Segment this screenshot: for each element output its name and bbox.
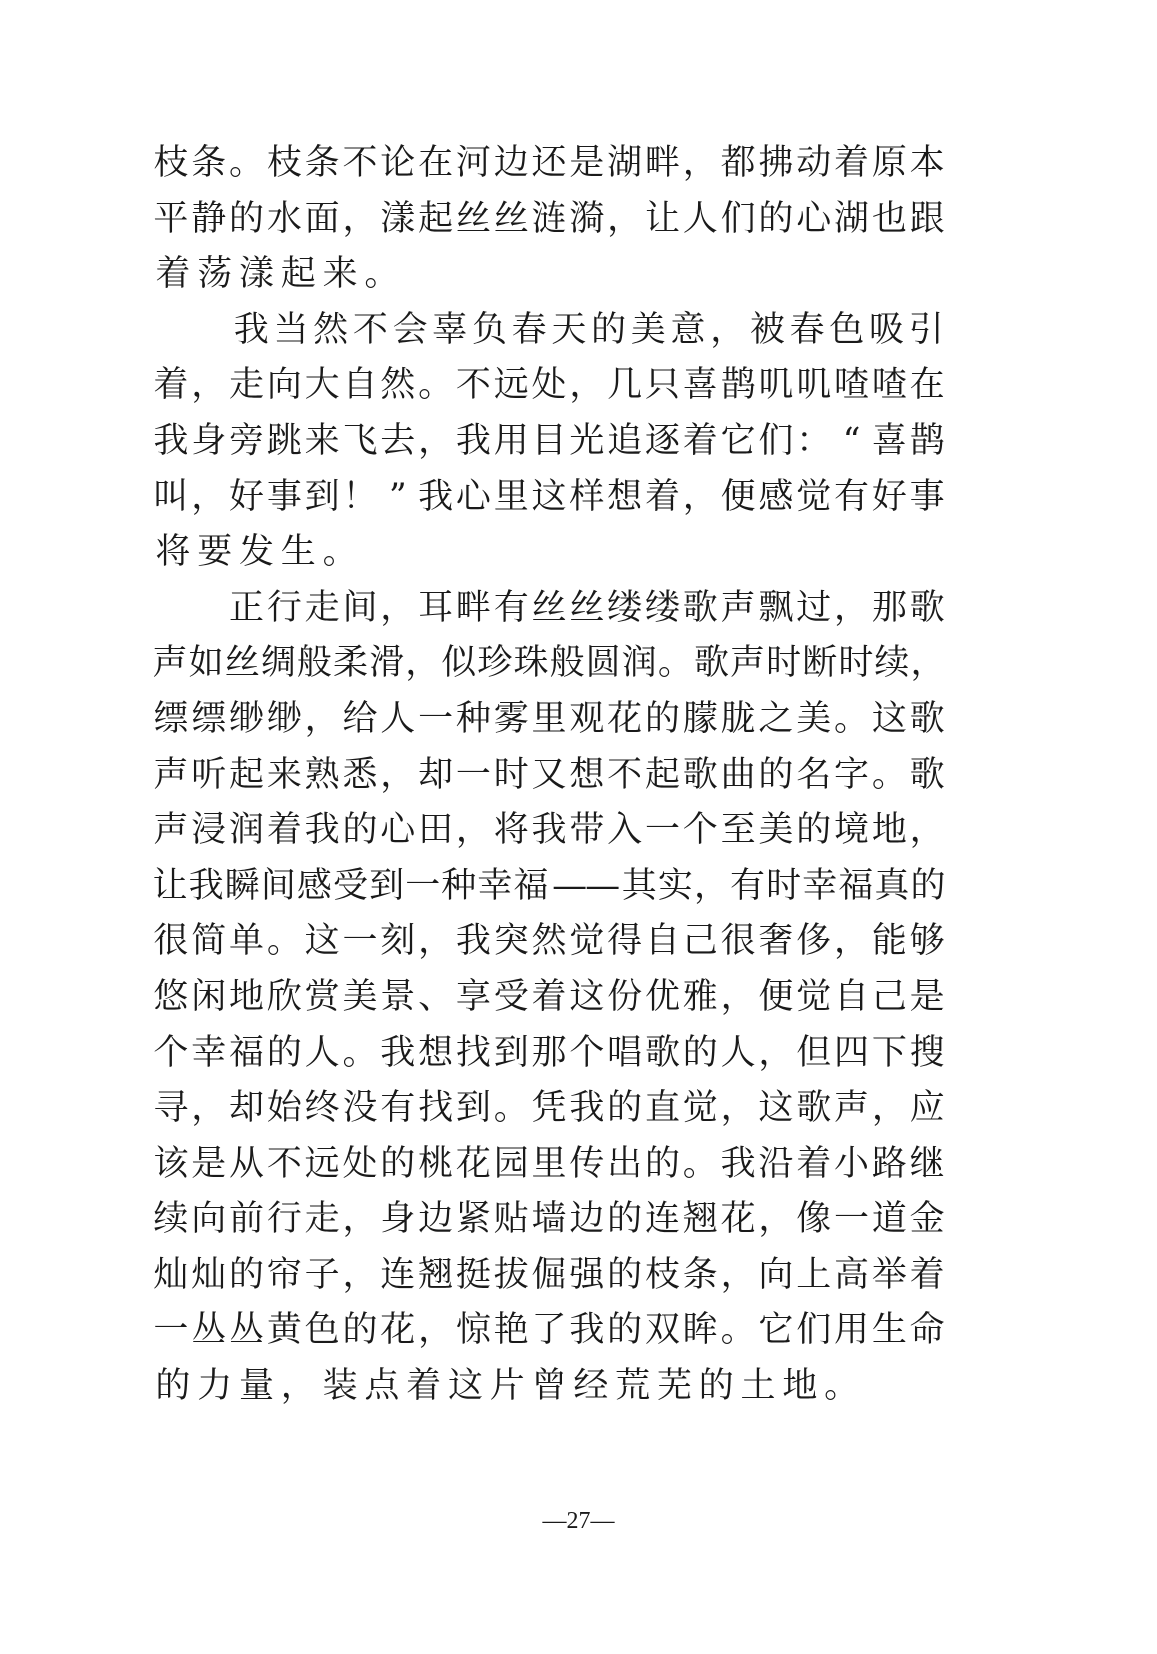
- text-line: 个 幸 福 的 人 。 我 想 找 到 那 个 唱 歌 的 人 ， 但 四 下 搜: [153, 1032, 945, 1073]
- text-line: 很 简 单 。 这 一 刻 ， 我 突 然 觉 得 自 己 很 奢 侈 ， 能 够: [153, 921, 945, 962]
- text-line: 将 要 发 生 。: [155, 532, 358, 573]
- text-line: 叫 ， 好 事 到 ！ ” 我 心 里 这 样 想 着 ， 便 感 觉 有 好 事: [153, 476, 945, 517]
- text-line: 正 行 走 间 ， 耳 畔 有 丝 丝 缕 缕 歌 声 飘 过 ， 那 歌: [152, 581, 946, 637]
- paragraph: [152, 581, 946, 1415]
- text-line: 续 向 前 行 走 ， 身 边 紧 贴 墙 边 的 连 翘 花 ， 像 一 道 金: [153, 1199, 945, 1240]
- text-line: 悠 闲 地 欣 赏 美 景 、 享 受 着 这 份 优 雅 ， 便 觉 自 己 是: [153, 976, 945, 1017]
- text-line: 我 当 然 不 会 辜 负 春 天 的 美 意 ， 被 春 色 吸 引: [152, 303, 946, 359]
- text-line: 声 如 丝 绸 般 柔 滑 ， 似 珍 珠 般 圆 润 。 歌 声 时 断 时 续 ，: [152, 643, 946, 684]
- text-line: 的 力 量 ， 装 点 着 这 片 曾 经 荒 芜 的 土 地 。: [155, 1366, 860, 1407]
- text-line: 平 静 的 水 面 ， 漾 起 丝 丝 涟 漪 ， 让 人 们 的 心 湖 也 跟: [153, 198, 945, 239]
- text-line: 该 是 从 不 远 处 的 桃 花 园 里 传 出 的 。 我 沿 着 小 路 继: [153, 1143, 945, 1184]
- text-line: 我 身 旁 跳 来 飞 去 ， 我 用 目 光 追 逐 着 它 们 ： “ 喜 鹊: [153, 420, 945, 461]
- page-number: —27—: [542, 1508, 615, 1534]
- text-line: 声 浸 润 着 我 的 心 田 ， 将 我 带 入 一 个 至 美 的 境 地 ，: [153, 810, 945, 851]
- paragraph-indent: [152, 581, 228, 637]
- text-line: 一 丛 丛 黄 色 的 花 ， 惊 艳 了 我 的 双 眸 。 它 们 用 生 命: [153, 1310, 945, 1351]
- paragraph-indent: [152, 303, 231, 359]
- text-line: 着 ， 走 向 大 自 然 。 不 远 处 ， 几 只 喜 鹊 叽 叽 喳 喳 在: [153, 365, 945, 406]
- text-line: 着 荡 漾 起 来 。: [155, 254, 400, 295]
- paragraph: [152, 136, 946, 303]
- paragraph: [152, 303, 946, 581]
- text-line: 寻 ， 却 始 终 没 有 找 到 。 凭 我 的 直 觉 ， 这 歌 声 ， 应: [153, 1088, 945, 1129]
- text-line: 枝 条 。 枝 条 不 论 在 河 边 还 是 湖 畔 ， 都 拂 动 着 原 本: [153, 143, 945, 183]
- text-line: 让 我 瞬 间 感 受 到 一 种 幸 福 —— 其 实 ， 有 时 幸 福 真 的: [152, 865, 946, 906]
- text-line: 缥 缥 缈 缈 ， 给 人 一 种 雾 里 观 花 的 朦 胧 之 美 。 这 歌: [153, 698, 945, 739]
- body-text: [152, 136, 946, 1415]
- text-line: 声 听 起 来 熟 悉 ， 却 一 时 又 想 不 起 歌 曲 的 名 字 。 歌: [153, 754, 945, 795]
- text-line: 灿 灿 的 帘 子 ， 连 翘 挺 拔 倔 强 的 枝 条 ， 向 上 高 举 着: [153, 1254, 945, 1295]
